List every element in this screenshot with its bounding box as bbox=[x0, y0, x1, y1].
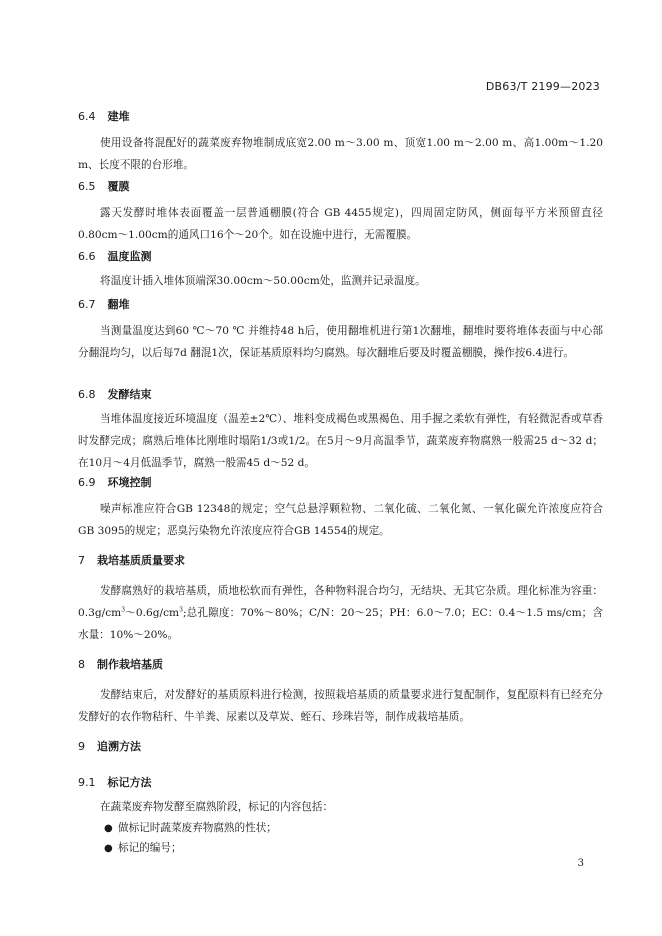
heading-9 bbox=[78, 738, 603, 754]
superscript: 3 bbox=[121, 606, 126, 614]
heading-number: 6.4 bbox=[78, 110, 96, 123]
bullet-icon: ● bbox=[104, 843, 113, 854]
superscript: 3 bbox=[179, 606, 183, 614]
heading-8 bbox=[78, 656, 603, 672]
heading-6-8 bbox=[78, 386, 603, 402]
heading-title: 温度监测 bbox=[107, 250, 152, 263]
paragraph-6-6: 将温度计插入堆体顶端深30.00cm～50.00cm处，监测并记录温度。 bbox=[100, 275, 426, 287]
heading-6-9 bbox=[78, 474, 603, 490]
heading-number: 6.7 bbox=[78, 298, 96, 311]
heading-title: 环境控制 bbox=[107, 476, 152, 489]
paragraph-6-8: 当堆体温度接近环境温度（温差±2℃）、堆料变成褐色或黑褐色、用手握之柔软有弹性，有轻微泥香或草香时发酵完成；腐熟后堆体比刚堆时塌陷1/3或1/2。在5月～9月高温季节，蔬菜废弃物腐熟一般需25 d～32 d；在10月～4月低温季节，腐熟一般需45 d～52 d。 bbox=[78, 413, 603, 469]
heading-number: 6.8 bbox=[78, 388, 96, 401]
heading-title: 覆膜 bbox=[107, 180, 130, 193]
paragraph-8: 发酵结束后，对发酵好的基质原料进行检测，按照栽培基质的质量要求进行复配制作，复配原料有已经充分发酵好的农作物秸秆、牛羊粪、尿素以及草炭、蛭石、珍珠岩等，制作成栽培基质。 bbox=[78, 689, 603, 723]
document-code: DB63/T 2199—2023 bbox=[485, 80, 600, 93]
heading-6-5 bbox=[78, 178, 603, 194]
text-segment: ～0.6g/cm bbox=[125, 607, 180, 619]
heading-number: 9 bbox=[78, 740, 85, 753]
heading-title: 发酵结束 bbox=[107, 388, 152, 401]
heading-title: 标记方法 bbox=[107, 776, 152, 789]
heading-6-6 bbox=[78, 248, 603, 264]
list-item-text: 做标记时蔬菜废弃物腐熟的性状； bbox=[118, 822, 277, 834]
heading-6-7 bbox=[78, 296, 603, 312]
heading-number: 6.6 bbox=[78, 250, 96, 263]
text-segment: ;总孔隙度：70%～80%；C/N：20～25；PH：6.0～7.0；EC：0.4～1.5 ms/cm；含水量：10%～20%。 bbox=[78, 607, 603, 641]
heading-7 bbox=[78, 552, 603, 568]
heading-9-1 bbox=[78, 774, 603, 790]
heading-title: 翻堆 bbox=[107, 298, 130, 311]
paragraph-6-9: 噪声标准应符合GB 12348的规定；空气总悬浮颗粒物、二氧化硫、二氧化氮、一氧化碳允许浓度应符合GB 3095的规定；恶臭污染物允许浓度应符合GB 14554的规定。 bbox=[78, 503, 603, 537]
paragraph-6-5: 露天发酵时堆体表面覆盖一层普通棚膜(符合 GB 4455规定)，四周固定防风，侧面每平方米预留直径0.80cm～1.00cm的通风口16个～20个。如在设施中进行，无需覆膜。 bbox=[78, 207, 603, 241]
paragraph-9-1: 在蔬菜废弃物发酵至腐熟阶段，标记的内容包括： bbox=[100, 801, 334, 813]
list-item-text: 标记的编号； bbox=[118, 842, 182, 854]
heading-title: 栽培基质质量要求 bbox=[97, 554, 185, 567]
heading-number: 6.5 bbox=[78, 180, 96, 193]
bullet-icon: ● bbox=[104, 823, 113, 834]
paragraph-6-4: 使用设备将混配好的蔬菜废弃物堆制成底宽2.00 m～3.00 m、顶宽1.00 m～2.00 m、高1.00m～1.20 m、长度不限的台形堆。 bbox=[78, 137, 603, 171]
paragraph-7 bbox=[78, 580, 603, 646]
heading-number: 8 bbox=[78, 658, 85, 671]
heading-title: 建堆 bbox=[107, 110, 130, 123]
heading-number: 9.1 bbox=[78, 776, 96, 789]
list-item bbox=[104, 818, 277, 839]
heading-number: 6.9 bbox=[78, 476, 96, 489]
heading-title: 制作栽培基质 bbox=[97, 658, 163, 671]
paragraph-6-7: 当测量温度达到60 ℃～70 ℃ 并维持48 h后，使用翻堆机进行第1次翻堆，翻堆时要将堆体表面与中心部分翻混均匀，以后每7d 翻混1次，保证基质原料均匀腐熟。每次翻堆后要及时覆盖棚膜，操作按6.4进行。 bbox=[78, 325, 603, 359]
heading-6-4 bbox=[78, 108, 603, 124]
heading-number: 7 bbox=[78, 554, 85, 567]
list-item bbox=[104, 838, 182, 859]
heading-title: 追溯方法 bbox=[97, 740, 141, 753]
page-number: 3 bbox=[577, 858, 584, 869]
text-segment: 发酵腐熟好的栽培基质，质地松软而有弹性，各种物料混合均匀，无结块、无其它杂质。理化标准为容重：0.3g/cm bbox=[78, 585, 603, 619]
